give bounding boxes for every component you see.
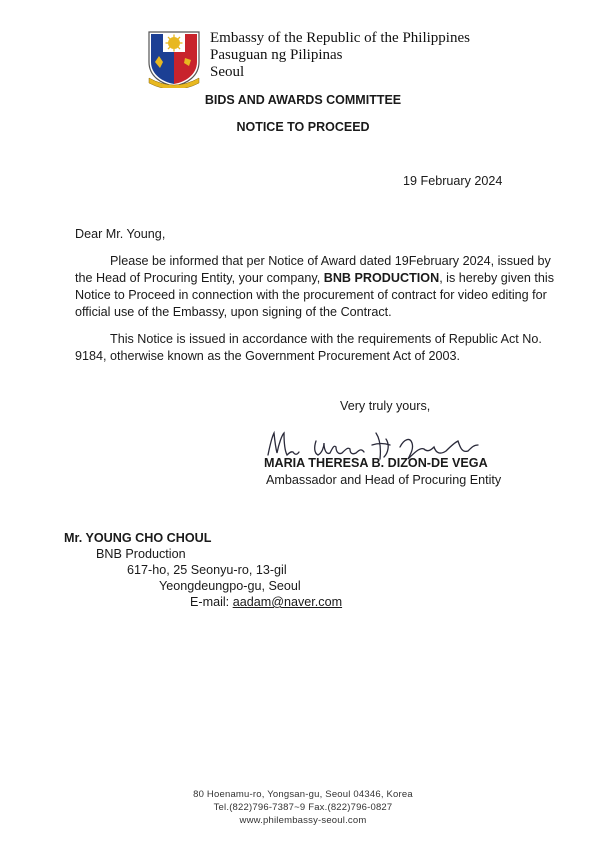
embassy-name: Embassy of the Republic of the Philippines	[210, 30, 470, 46]
recipient-email-line	[190, 594, 342, 611]
footer-address: 80 Hoenamu-ro, Yongsan-gu, Seoul 04346, Korea	[193, 789, 413, 800]
recipient-address-line1: 617-ho, 25 Seonyu-ro, 13-gil	[127, 563, 287, 577]
closing: Very truly yours,	[340, 399, 431, 413]
recipient-address-line2: Yeongdeungpo-gu, Seoul	[159, 579, 301, 593]
document-title: NOTICE TO PROCEED	[236, 120, 370, 134]
text-segment: the Head of Procuring Entity, your company,	[75, 271, 324, 285]
paragraph-line: Notice to Proceed in connection with the procurement of contract for video editing for	[75, 288, 547, 302]
email-link[interactable]: aadam@naver.com	[232, 595, 343, 609]
paragraph-line: official use of the Embassy, upon signing of the Contract.	[75, 305, 392, 319]
recipient-name: Mr. YOUNG CHO CHOUL	[64, 531, 212, 545]
footer-website[interactable]: www.philembassy-seoul.com	[239, 815, 367, 826]
footer-phone: Tel.(822)796-7387~9 Fax.(822)796-0827	[213, 802, 393, 813]
paragraph-notice	[75, 253, 554, 321]
paragraph-line: Please be informed that per Notice of Award dated 19February 2024, issued by	[110, 254, 551, 268]
embassy-name-filipino: Pasuguan ng Pilipinas	[210, 47, 343, 63]
paragraph-line: 9184, otherwise known as the Government Procurement Act of 2003.	[75, 349, 461, 363]
philippine-seal-icon	[145, 28, 203, 88]
recipient-company: BNB Production	[96, 547, 186, 561]
signatory-name: MARIA THERESA B. DIZON-DE VEGA	[264, 456, 488, 470]
paragraph-legal	[75, 331, 542, 365]
paragraph-line: This Notice is issued in accordance with the requirements of Republic Act No.	[110, 332, 542, 346]
committee-heading: BIDS AND AWARDS COMMITTEE	[204, 93, 402, 107]
text-segment: , is hereby given this	[439, 271, 554, 285]
embassy-city: Seoul	[210, 64, 245, 80]
paragraph-line	[75, 270, 554, 287]
letter-date: 19 February 2024	[403, 174, 503, 188]
company-name: BNB PRODUCTION	[323, 271, 440, 285]
email-label: E-mail:	[190, 595, 233, 609]
salutation: Dear Mr. Young,	[75, 227, 166, 241]
signatory-title: Ambassador and Head of Procuring Entity	[266, 473, 502, 487]
